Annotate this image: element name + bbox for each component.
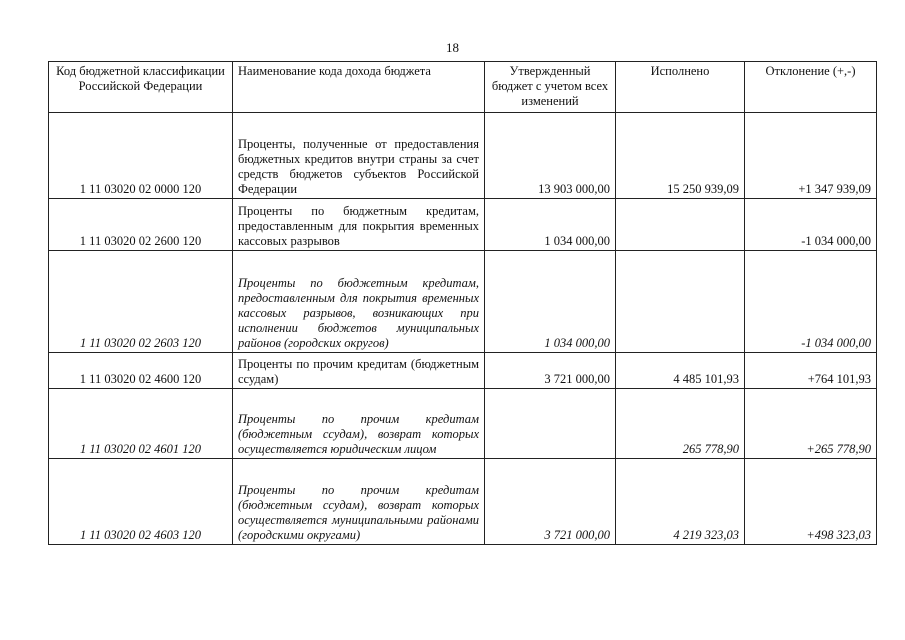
cell-executed: 15 250 939,09 (616, 113, 745, 199)
cell-deviation: +1 347 939,09 (745, 113, 877, 199)
header-budget-code: Код бюджетной классификации Российской Федерации (49, 62, 233, 113)
budget-income-table (48, 61, 877, 545)
cell-name: Проценты по прочим кредитам (бюджетным ссудам) (233, 353, 485, 389)
cell-executed (616, 199, 745, 251)
cell-name: Проценты по бюджетным кредитам, предоставленным для покрытия временных кассовых разрывов, возникающих при исполнении бюджетов муниципальных районов (городских округов) (233, 251, 485, 353)
table-header-row (49, 62, 877, 113)
cell-code: 1 11 03020 02 2600 120 (49, 199, 233, 251)
cell-name: Проценты по бюджетным кредитам, предоставленным для покрытия временных кассовых разрывов (233, 199, 485, 251)
cell-deviation: -1 034 000,00 (745, 251, 877, 353)
cell-deviation: +764 101,93 (745, 353, 877, 389)
cell-name: Проценты, полученные от предоставления бюджетных кредитов внутри страны за счет средств бюджетов субъектов Российской Федерации (233, 113, 485, 199)
header-executed: Исполнено (616, 62, 745, 113)
cell-approved: 1 034 000,00 (485, 199, 616, 251)
cell-approved: 3 721 000,00 (485, 353, 616, 389)
header-income-name: Наименование кода дохода бюджета (233, 62, 485, 113)
cell-name: Проценты по прочим кредитам (бюджетным ссудам), возврат которых осуществляется муниципальными районами (городскими округами) (233, 459, 485, 545)
cell-executed (616, 251, 745, 353)
cell-code: 1 11 03020 02 2603 120 (49, 251, 233, 353)
cell-code: 1 11 03020 02 4601 120 (49, 389, 233, 459)
cell-deviation: -1 034 000,00 (745, 199, 877, 251)
table-row (49, 389, 877, 459)
cell-approved: 3 721 000,00 (485, 459, 616, 545)
cell-deviation: +498 323,03 (745, 459, 877, 545)
table-row (49, 113, 877, 199)
header-approved-budget: Утвержденный бюджет с учетом всех изменений (485, 62, 616, 113)
cell-approved: 1 034 000,00 (485, 251, 616, 353)
cell-executed: 265 778,90 (616, 389, 745, 459)
cell-name: Проценты по прочим кредитам (бюджетным ссудам), возврат которых осуществляется юридическим лицом (233, 389, 485, 459)
table-row (49, 199, 877, 251)
cell-approved: 13 903 000,00 (485, 113, 616, 199)
table-row (49, 251, 877, 353)
page-number: 18 (446, 40, 459, 55)
cell-executed: 4 485 101,93 (616, 353, 745, 389)
cell-code: 1 11 03020 02 0000 120 (49, 113, 233, 199)
cell-code: 1 11 03020 02 4600 120 (49, 353, 233, 389)
cell-approved (485, 389, 616, 459)
cell-code: 1 11 03020 02 4603 120 (49, 459, 233, 545)
table-row (49, 353, 877, 389)
cell-executed: 4 219 323,03 (616, 459, 745, 545)
cell-deviation: +265 778,90 (745, 389, 877, 459)
header-deviation: Отклонение (+,-) (745, 62, 877, 113)
table-row (49, 459, 877, 545)
